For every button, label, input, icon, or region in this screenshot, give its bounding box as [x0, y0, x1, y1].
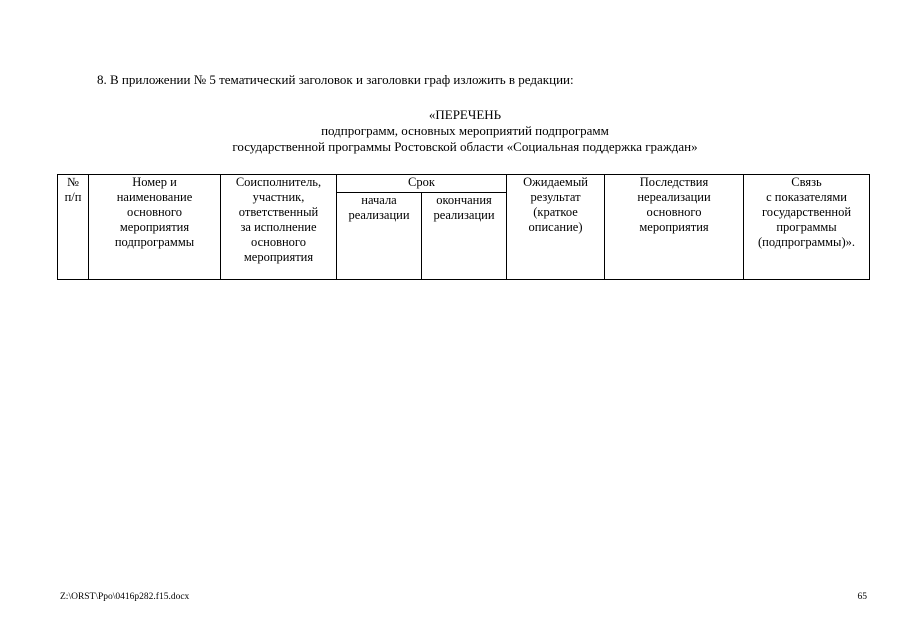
header-end	[422, 193, 507, 280]
header-start-line: начала	[361, 193, 397, 207]
header-name-line: мероприятия	[119, 220, 190, 234]
header-link-line: Связь	[791, 175, 822, 189]
footer-page-number: 65	[857, 592, 867, 602]
title-line-2: подпрограмм, основных мероприятий подпрограмм	[321, 123, 609, 138]
header-number	[58, 175, 89, 280]
header-executor-line: участник,	[252, 190, 305, 204]
header-end-line: реализации	[433, 208, 495, 222]
header-link-line: программы	[776, 220, 837, 234]
header-consequences-line: нереализации	[637, 190, 711, 204]
header-name-line: основного	[127, 205, 182, 219]
header-executor	[221, 175, 337, 280]
header-consequences-line: Последствия	[639, 175, 709, 189]
header-executor-line: мероприятия	[243, 250, 314, 264]
header-link-line: с показателями	[766, 190, 847, 204]
list-title	[60, 107, 870, 155]
header-result-line: результат	[530, 190, 581, 204]
header-consequences-line: основного	[646, 205, 702, 219]
header-executor-line: Соисполнитель,	[235, 175, 322, 189]
header-executor-line: основного	[251, 235, 306, 249]
header-result-line: (краткое	[533, 205, 578, 219]
header-executor-line: ответственный	[238, 205, 319, 219]
header-link-line: государственной	[761, 205, 852, 219]
header-executor-line: за исполнение	[240, 220, 317, 234]
header-link-line: (подпрограммы)».	[758, 235, 855, 249]
header-end-line: окончания	[436, 193, 492, 207]
header-period: Срок	[337, 175, 507, 193]
header-consequences	[605, 175, 744, 280]
header-number-line: п/п	[64, 190, 82, 204]
intro-paragraph: 8. В приложении № 5 тематический заголовок и заголовки граф изложить в редакции:	[97, 72, 574, 87]
title-line-3: государственной программы Ростовской области «Социальная поддержка граждан»	[232, 139, 698, 154]
header-result-line: Ожидаемый	[523, 175, 588, 189]
header-start	[337, 193, 422, 280]
title-line-1: «ПЕРЕЧЕНЬ	[428, 107, 502, 122]
header-result	[507, 175, 605, 280]
header-consequences-line: мероприятия	[639, 220, 709, 234]
header-name-line: подпрограммы	[114, 235, 195, 249]
header-table	[57, 174, 870, 280]
header-number-line: №	[67, 175, 79, 189]
header-name-line: Номер и	[132, 175, 177, 189]
header-name-line: наименование	[116, 190, 193, 204]
header-name	[89, 175, 221, 280]
header-start-line: реализации	[348, 208, 410, 222]
header-result-line: описание)	[528, 220, 583, 234]
footer-file-path: Z:\ORST\Ppo\0416p282.f15.docx	[60, 592, 190, 602]
header-link	[744, 175, 870, 280]
